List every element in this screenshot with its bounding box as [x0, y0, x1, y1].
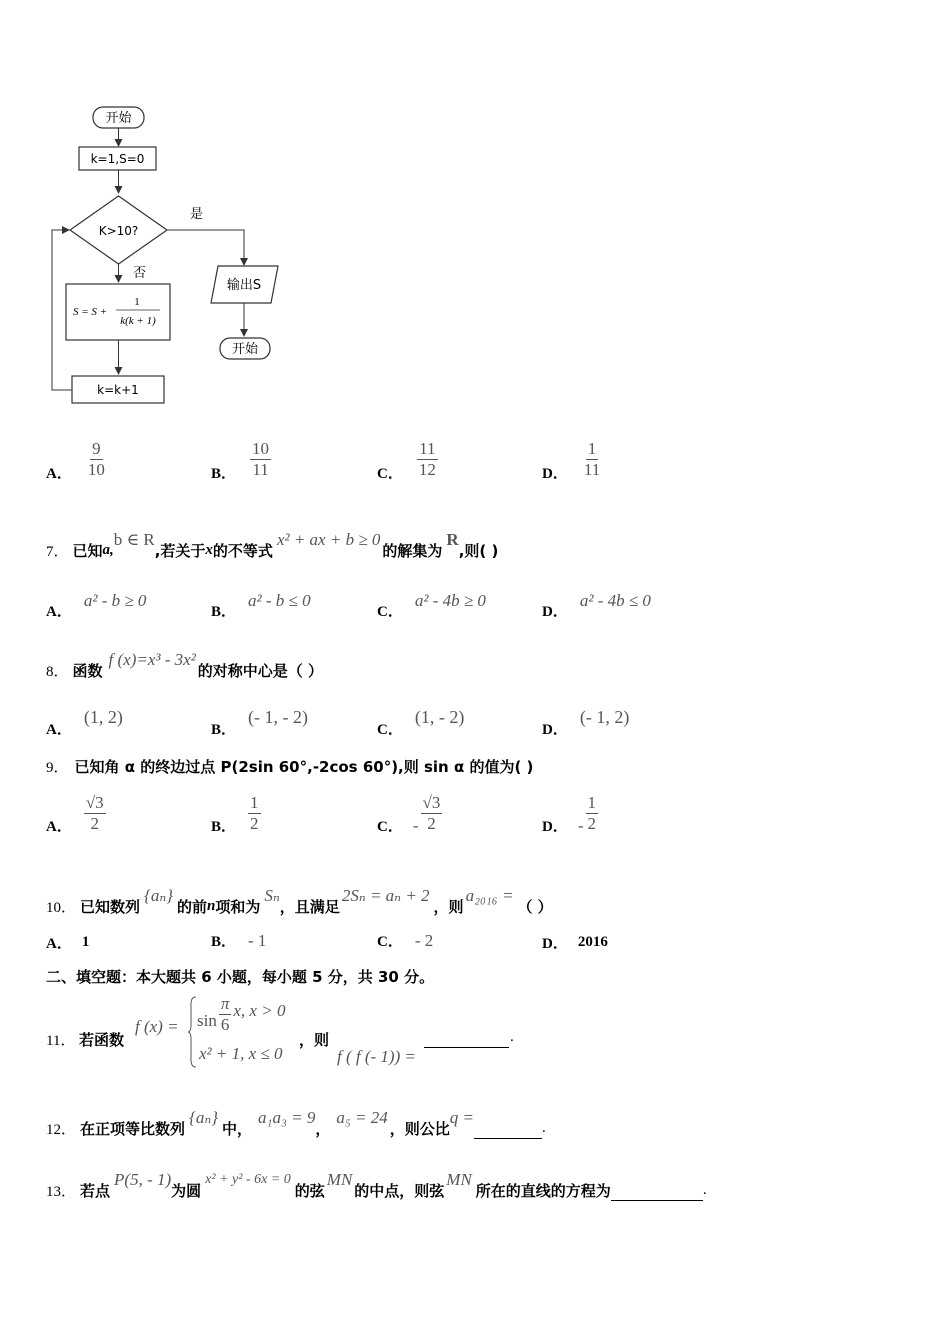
- fraction: $\frac{9}{10}$: [87, 439, 105, 479]
- q9-option-c[interactable]: C． - $\frac{√3}{2}$: [377, 793, 441, 835]
- q10-option-b[interactable]: B． - 1: [211, 930, 267, 950]
- answer-blank[interactable]: [611, 1180, 703, 1201]
- update-left: S = S +: [73, 306, 108, 318]
- q9-option-b[interactable]: B． $\frac{1}{2}$: [211, 793, 259, 835]
- section-heading: 二、填空题：本大题共 6 小题，每小题 5 分，共 30 分。: [46, 968, 435, 986]
- fraction: $\frac{\pi}{6}$: [220, 994, 230, 1034]
- flowchart: [40, 100, 300, 410]
- option-label: D．: [542, 466, 568, 482]
- q8-option-c[interactable]: C． (1, - 2): [377, 707, 465, 738]
- q7-option-c[interactable]: C． a² - 4b ≥ 0: [377, 590, 486, 620]
- yes-label: 是: [190, 207, 204, 222]
- fraction: $\frac{√3}{2}$: [422, 793, 441, 833]
- q9-option-a[interactable]: A． $\frac{√3}{2}$: [46, 793, 104, 835]
- question-number: 7．: [46, 544, 69, 560]
- decision-label: K>10?: [98, 224, 139, 238]
- q10-stem: 10． 已知数列 {aₙ} 的前 n 项和为 Sₙ ，且满足 2Sₙ = aₙ + 2 ，则 a₂₀₁₆ = （ ）: [46, 885, 553, 916]
- option-label: B．: [211, 466, 237, 482]
- fraction: $\frac{1}{2}$: [587, 793, 597, 833]
- fraction: $\frac{√3}{2}$: [85, 793, 104, 833]
- option-label: C．: [377, 466, 403, 482]
- answer-blank[interactable]: [424, 1046, 509, 1048]
- q6-option-b[interactable]: [211, 436, 271, 483]
- q9-stem: 9． 已知角 α 的终边过点 P(2sin 60°,-2cos 60°),则 sin α 的值为( ): [46, 758, 534, 776]
- fraction: $\frac{10}{11}$: [252, 439, 270, 479]
- q11-stem: 11． 若函数 f (x) = sin $\frac{\pi}{6}$ x, x > 0 x² + 1, x ≤ 0 ，则 f ( f (- 1)) = .: [46, 994, 514, 1066]
- fraction: $\frac{1}{2}$: [250, 793, 259, 833]
- q8-option-d[interactable]: D． (- 1, 2): [542, 707, 630, 738]
- q13-stem: 13． 若点 P(5, - 1) 为圆 x² + y² - 6x = 0 的弦 MN 的中点，则弦 MN 所在的直线的方程为 .: [46, 1169, 707, 1200]
- q8-option-b[interactable]: B． (- 1, - 2): [211, 707, 308, 738]
- update-num: 1: [134, 296, 140, 308]
- q12-stem: 12． 在正项等比数列 {aₙ} 中， a₁a₃ = 9 ， a₅ = 24 ，则公比 q = .: [46, 1107, 546, 1138]
- q8-stem: 8． 函数 f (x)=x³ - 3x² 的对称中心是（ ）: [46, 649, 324, 680]
- start-label: 开始: [105, 111, 132, 126]
- option-label: A．: [46, 466, 72, 482]
- q6-option-c[interactable]: [377, 436, 438, 483]
- init-label: k=1,S=0: [90, 152, 145, 166]
- q9-option-d[interactable]: D． - $\frac{1}{2}$: [542, 793, 597, 835]
- q7-option-d[interactable]: D． a² - 4b ≤ 0: [542, 590, 651, 620]
- piecewise-case-1: sin $\frac{\pi}{6}$ x, x > 0: [197, 994, 286, 1034]
- q10-option-d[interactable]: D． 2016: [542, 934, 608, 952]
- fraction: $\frac{11}{12}$: [418, 439, 436, 479]
- increment-label: k=k+1: [97, 383, 139, 397]
- answer-blank[interactable]: [474, 1118, 542, 1139]
- no-label: 否: [133, 266, 147, 281]
- q7-stem: 7． 已知 a, b ∈ R ,若关于 x 的不等式 x² + ax + b ≥ 0 的解集为 R ,则( ): [46, 529, 499, 560]
- q10-option-c[interactable]: C． - 2: [377, 930, 434, 950]
- output-label: 输出S: [226, 278, 262, 293]
- end-label: 开始: [231, 342, 259, 357]
- q10-option-a[interactable]: A． 1: [46, 934, 90, 952]
- q7-option-b[interactable]: B． a² - b ≤ 0: [211, 590, 311, 620]
- piecewise-brace: [187, 996, 197, 1068]
- fraction: $\frac{1}{11}$: [583, 439, 601, 479]
- update-den: k(k + 1): [120, 315, 156, 327]
- q7-option-a[interactable]: A． a² - b ≥ 0: [46, 590, 147, 620]
- q8-option-a[interactable]: A． (1, 2): [46, 707, 123, 738]
- q6-option-d[interactable]: [542, 436, 602, 483]
- q6-option-a[interactable]: [46, 436, 107, 483]
